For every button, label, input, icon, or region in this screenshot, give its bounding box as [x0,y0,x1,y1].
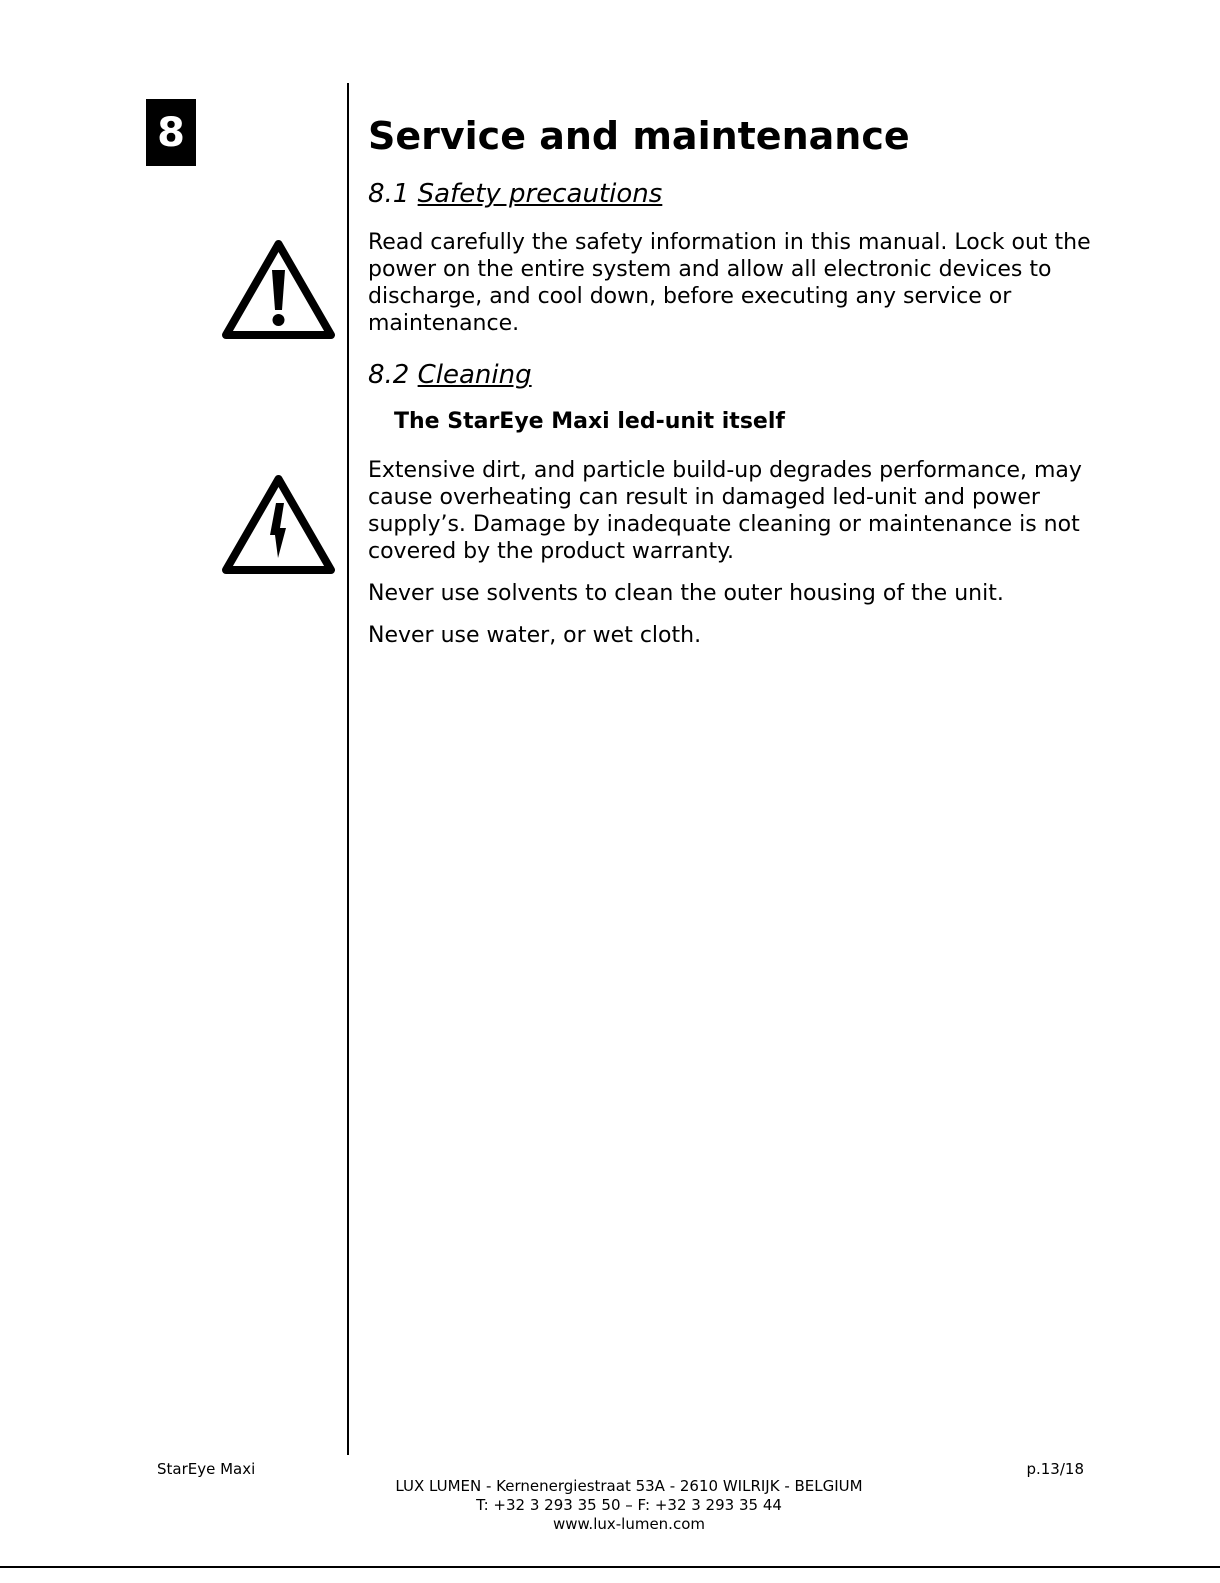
footer-address: LUX LUMEN - Kernenergiestraat 53A - 2610 WILRIJK - BELGIUM [395,1477,863,1495]
chapter-number-badge: 8 [146,99,196,166]
section-title: Cleaning [417,360,532,390]
safety-paragraph: Read carefully the safety information in this manual. Lock out the power on the entire system and allow all electronic devices to discharge, and cool down, before executing any service or maintenance. [368,230,1091,336]
exclamation-warning-icon [221,238,336,341]
electrical-hazard-icon [221,473,336,576]
bottom-rule [0,1566,1220,1568]
section-heading-safety [368,177,1108,211]
subheading-led-unit: The StarEye Maxi led-unit itself [394,409,785,434]
footer-contact [0,1477,1220,1534]
section-title: Safety precautions [417,179,663,209]
cleaning-paragraph-2: Never use solvents to clean the outer housing of the unit. [368,581,1004,606]
main-content [368,110,1108,649]
cleaning-paragraph-1: Extensive dirt, and particle build-up degrades performance, may cause overheating can result in damaged led-unit and power supply’s. Damage by inadequate cleaning or maintenance is not covered by the product warranty. [368,458,1082,564]
cleaning-paragraph-3: Never use water, or wet cloth. [368,623,702,648]
section-number: 8.2 [368,360,410,390]
footer-phone: T: +32 3 293 35 50 – F: +32 3 293 35 44 [476,1496,782,1514]
margin-divider [347,83,349,1455]
section-number: 8.1 [368,179,410,209]
page-title: Service and maintenance [368,114,910,158]
footer-website: www.lux-lumen.com [553,1515,705,1533]
footer-page-number: p.13/18 [1026,1460,1084,1478]
section-heading-cleaning [368,358,1108,392]
footer-product-name: StarEye Maxi [157,1460,256,1478]
